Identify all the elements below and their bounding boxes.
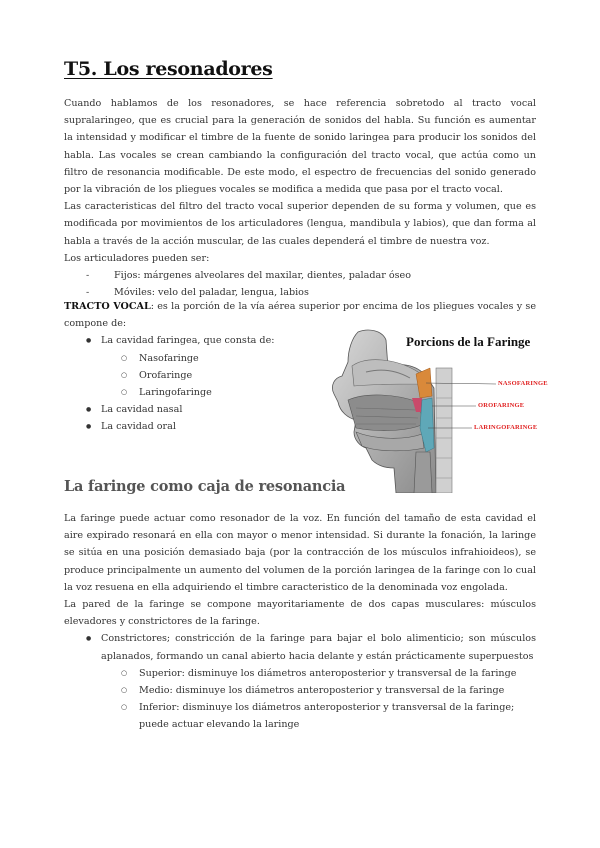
tracto-definition-text: : es la porción de la vía aérea superior por encima de los pliegues vocales y se compone de: xyxy=(64,301,537,330)
intro-paragraph-1: Cuando hablamos de los resonadores, se hace referencia sobretodo al tracto vocal supralaringeo, que es crucial para la generación de sonidos del habla. Su función es aumentar la intensidad y modificar el timbre de la fuente de sonido laringea para producir los sonidos del habla. Las vocales se crean cambiando la configuración del tracto vocal, que actúa como un filtro de resonancia modificable. De este modo, el espectro de frecuencias del sonido generado por la vibración de los pliegues vocales se modifica a medida que pasa por el tracto vocal. xyxy=(64,98,536,196)
list-item: ○ Nasofaringe xyxy=(121,350,336,367)
list-item: ○ Medio: disminuye los diámetros anteroposterior y transversal de la faringe xyxy=(121,682,536,699)
section-faringe xyxy=(64,478,536,495)
tracto-term: TRACTO VOCAL xyxy=(64,301,151,312)
list-item: - Fijos: márgenes alveolares del maxilar, dientes, paladar óseo xyxy=(86,267,536,284)
articuladores-list xyxy=(64,267,536,301)
page-title: T5. Los resonadores xyxy=(64,58,273,80)
list-item: ○ Orofaringe xyxy=(121,367,336,384)
pharynx-figure xyxy=(326,328,548,493)
label-orofaringe: OROFARINGE xyxy=(478,402,525,409)
intro-paragraph-2: Las caracteristicas del filtro del tracto vocal superior dependen de su forma y volumen, que es modificada por movimientos de los articuladores (lengua, mandibula y labios), que dan forma al habla a través de la acción muscular, de las cuales dependerá el timbre de nuestra voz. xyxy=(64,201,536,247)
sublist xyxy=(101,665,536,734)
figure-title: Porcions de la Faringe xyxy=(406,334,531,349)
section-heading: La faringe como caja de resonancia xyxy=(64,478,346,495)
label-laringofaringe: LARINGOFARINGE xyxy=(474,424,538,431)
section-paragraph-1: La faringe puede actuar como resonador de la voz. En función del tamaño de esta cavidad el aire expirado resonará en ella con mayor o menor intensidad. Si durante la fonación, la laringe se sitúa en una posición demasiado baja (por la contracción de los músculos infrahioideos), se produce principalmente un aumento del volumen de la porción laringea de la faringe con lo cual la voz resuena en ella adquiriendo el timbre caracteristico de la denominada voz engolada. xyxy=(64,513,536,593)
list-item: ○ Laringofaringe xyxy=(121,384,336,401)
list-item: ○ Superior: disminuye los diámetros anteroposterior y transversal de la faringe xyxy=(121,665,536,682)
list-item-label: La cavidad faringea, que consta de: xyxy=(101,335,275,347)
label-nasofaringe: NASOFARINGE xyxy=(498,380,548,387)
pharynx-anatomy-illustration xyxy=(326,328,548,493)
section-faringe-body xyxy=(64,510,536,734)
constrictores-list xyxy=(64,630,536,733)
tracto-list xyxy=(64,332,336,435)
list-item xyxy=(86,630,536,733)
sublist xyxy=(101,350,336,402)
list-item xyxy=(86,332,336,401)
section-paragraph-2: La pared de la faringe se compone mayoritariamente de dos capas musculares: músculos elevadores y constrictores de la faringe. xyxy=(64,599,536,628)
intro-paragraph-3: Los articuladores pueden ser: xyxy=(64,252,210,264)
list-item: ○ Inferior: disminuye los diámetros anteroposterior y transversal de la faringe; puede actuar elevando la laringe xyxy=(121,699,536,733)
list-item: - Móviles: velo del paladar, lengua, labios xyxy=(86,284,536,301)
list-item-label: Constrictores; constricción de la faringe para bajar el bolo alimenticio; son músculos aplanados, formando un canal abierto hacia delante y están prácticamente superpuestos xyxy=(101,633,536,662)
list-item: ● La cavidad oral xyxy=(86,418,336,435)
intro-section xyxy=(64,95,536,301)
list-item: ● La cavidad nasal xyxy=(86,401,336,418)
